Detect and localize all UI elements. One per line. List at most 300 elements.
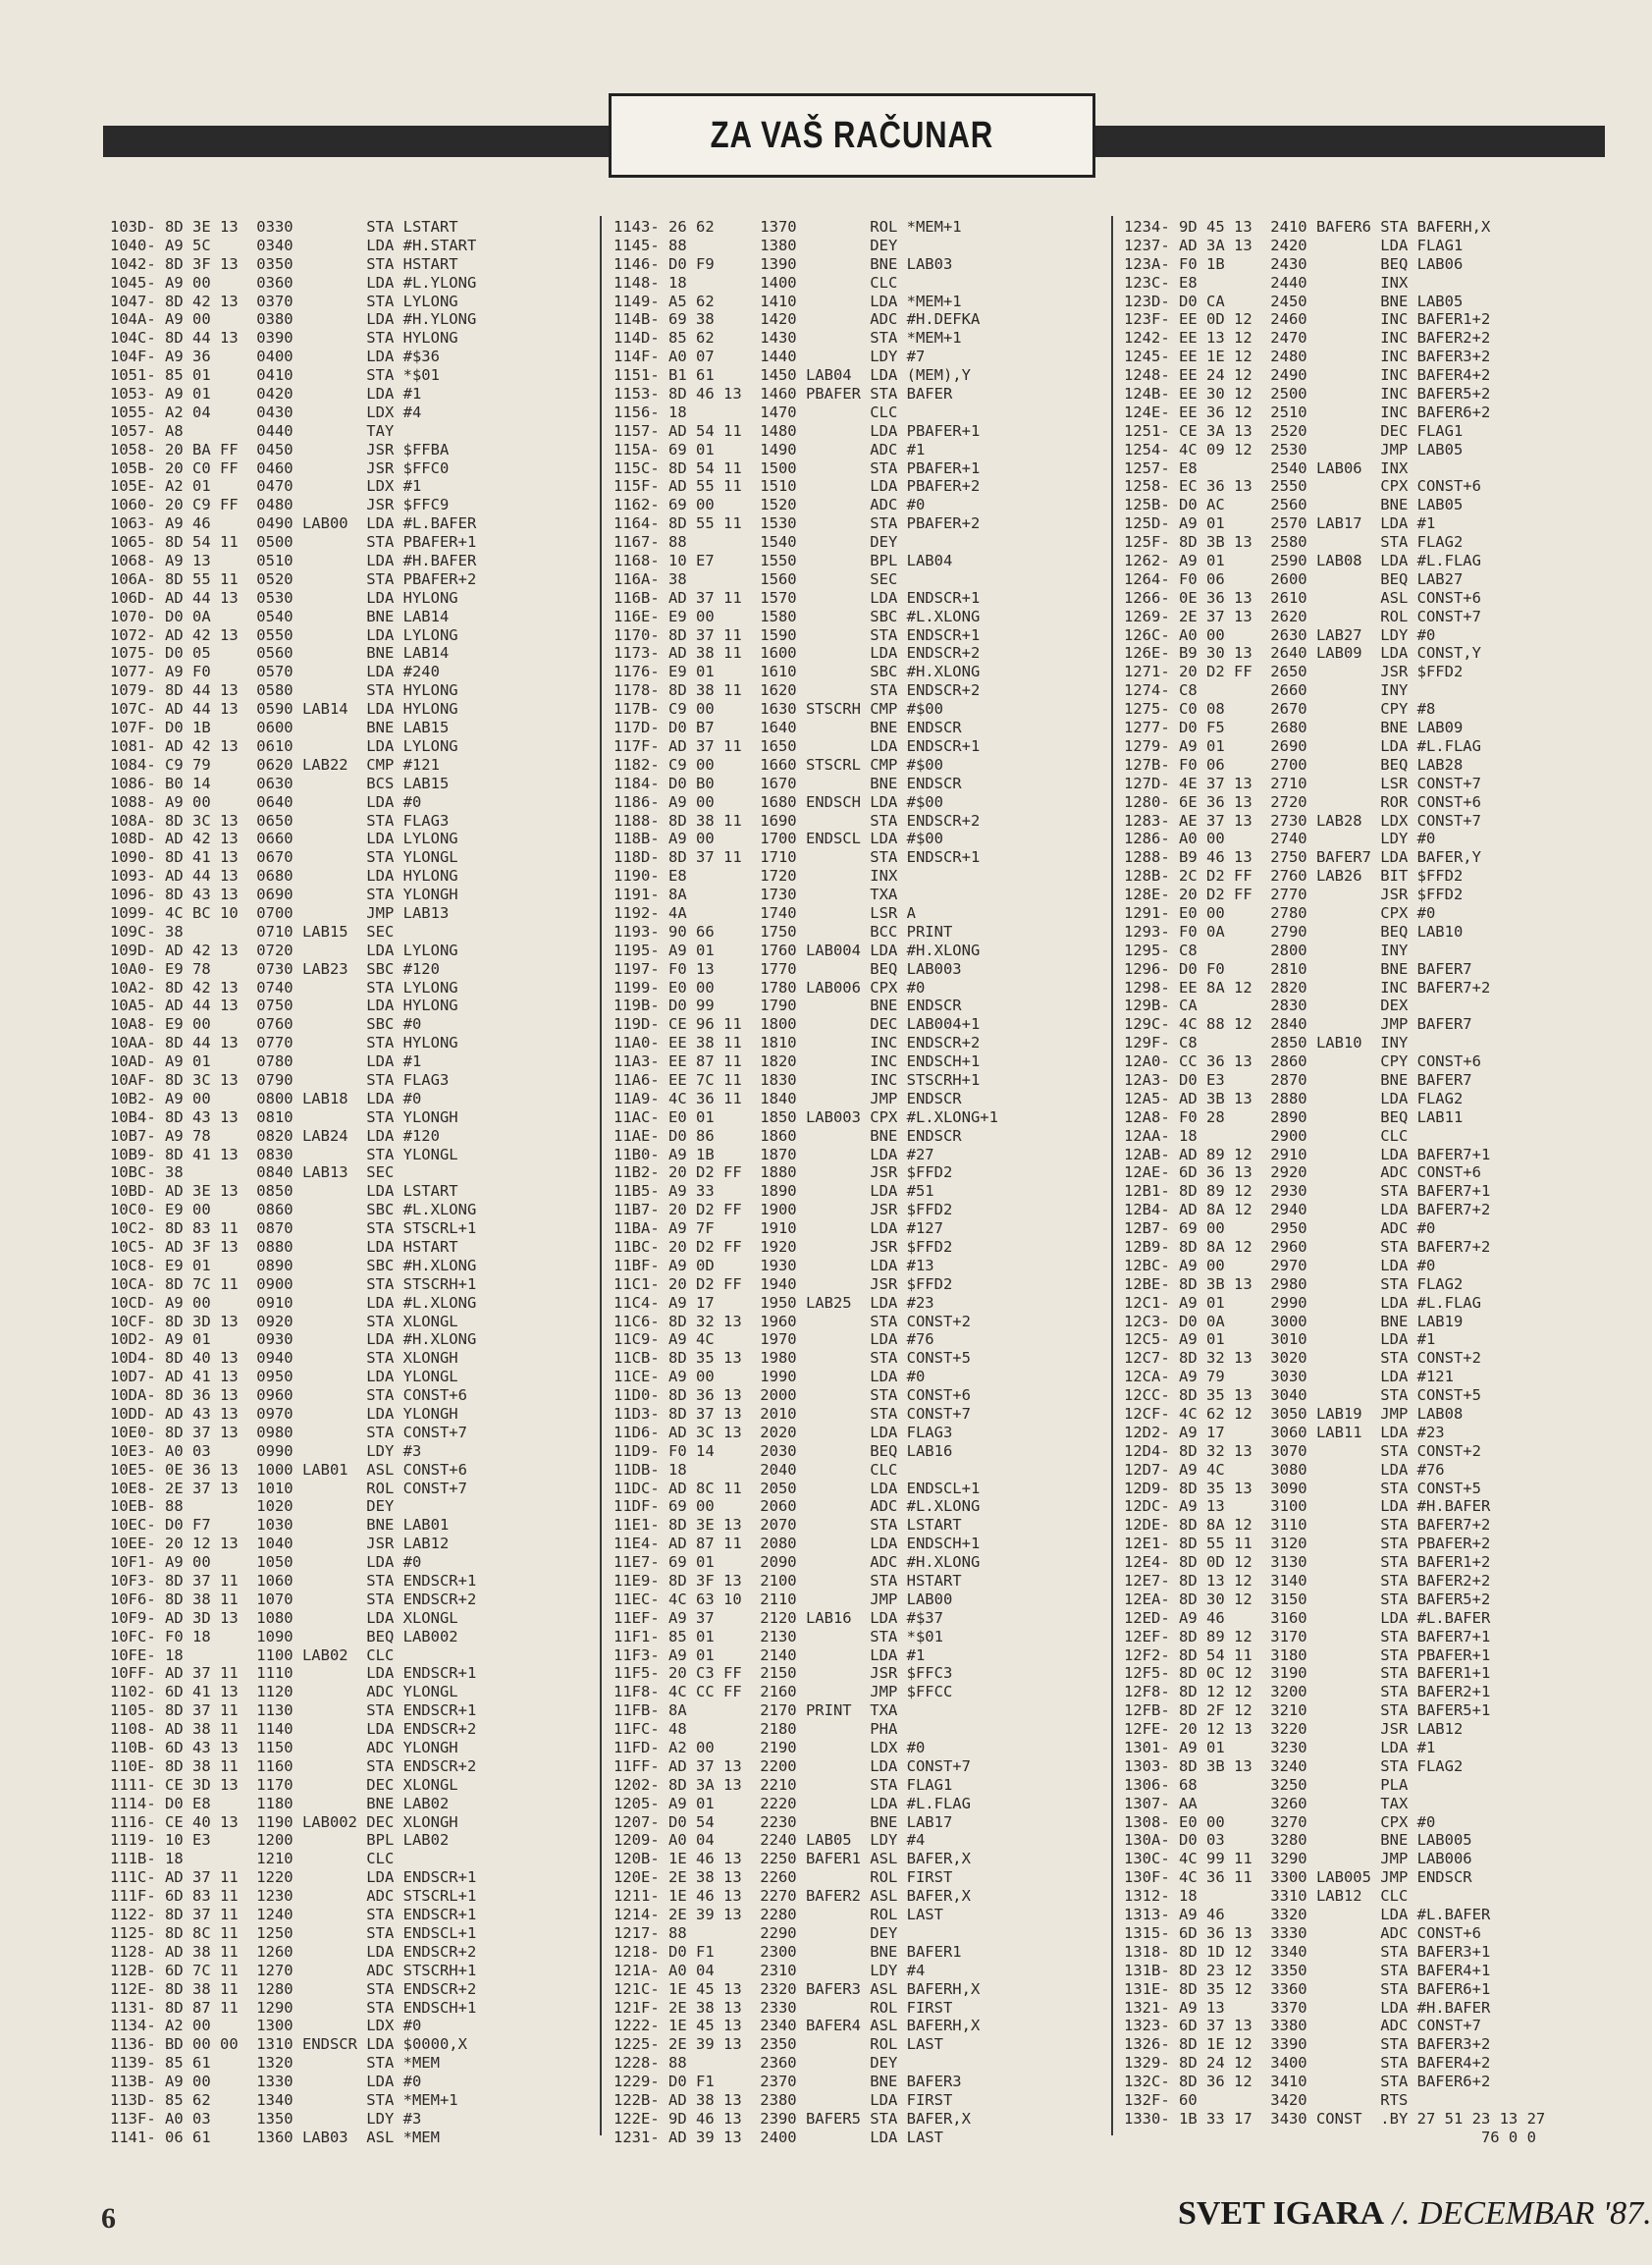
code-line: 1099- 4C BC 10 0700 JMP LAB13 bbox=[110, 903, 450, 922]
code-line: 116A- 38 1560 SEC bbox=[613, 569, 898, 588]
code-line: 119B- D0 99 1790 BNE ENDSCR bbox=[613, 997, 962, 1015]
code-line: 1102- 6D 41 13 1120 ADC YLONGL bbox=[110, 1683, 458, 1701]
code-line: 118B- A9 00 1700 ENDSCL LDA #$00 bbox=[613, 830, 943, 848]
code-line: 10D7- AD 41 13 0950 LDA YLONGL bbox=[110, 1368, 458, 1386]
code-line: 12A3- D0 E3 2870 BNE BAFER7 bbox=[1124, 1070, 1472, 1089]
code-line: 1308- E0 00 3270 CPX #0 bbox=[1124, 1812, 1436, 1831]
code-line: 12C5- A9 01 3010 LDA #1 bbox=[1124, 1330, 1436, 1349]
code-line: 11A3- EE 87 11 1820 INC ENDSCH+1 bbox=[613, 1052, 981, 1071]
code-line: 10EE- 20 12 13 1040 JSR LAB12 bbox=[110, 1535, 450, 1553]
code-line: 1229- D0 F1 2370 BNE BAFER3 bbox=[613, 2073, 962, 2091]
code-line: 1040- A9 5C 0340 LDA #H.START bbox=[110, 236, 477, 254]
code-line: 12F8- 8D 12 12 3200 STA BAFER2+1 bbox=[1124, 1683, 1491, 1701]
code-line: 12DE- 8D 8A 12 3110 STA BAFER7+2 bbox=[1124, 1516, 1491, 1535]
code-line: 12AB- AD 89 12 2910 LDA BAFER7+1 bbox=[1124, 1145, 1491, 1163]
section-header bbox=[609, 93, 1095, 178]
code-line: 124E- EE 36 12 2510 INC BAFER6+2 bbox=[1124, 403, 1491, 421]
code-line: 11FF- AD 37 13 2200 LDA CONST+7 bbox=[613, 1756, 971, 1775]
section-title: ZA VAŠ RAČUNAR bbox=[710, 114, 994, 156]
code-line: 1228- 88 2360 DEY bbox=[613, 2054, 898, 2073]
code-line: 10FF- AD 37 11 1110 LDA ENDSCR+1 bbox=[110, 1664, 477, 1683]
code-line: 1045- A9 00 0360 LDA #L.YLONG bbox=[110, 273, 477, 292]
code-line: 106A- 8D 55 11 0520 STA PBAFER+2 bbox=[110, 569, 477, 588]
code-line: 1093- AD 44 13 0680 LDA HYLONG bbox=[110, 867, 458, 886]
code-line: 10B7- A9 78 0820 LAB24 LDA #120 bbox=[110, 1126, 440, 1145]
code-line: 1148- 18 1400 CLC bbox=[613, 273, 898, 292]
code-line: 11C6- 8D 32 13 1960 STA CONST+2 bbox=[613, 1312, 971, 1330]
code-line: 10F9- AD 3D 13 1080 LDA XLONGL bbox=[110, 1608, 458, 1627]
code-line: 1153- 8D 46 13 1460 PBAFER STA BAFER bbox=[613, 385, 953, 404]
code-line: 1321- A9 13 3370 LDA #H.BAFER bbox=[1124, 1998, 1491, 2017]
code-line: 121A- A0 04 2310 LDY #4 bbox=[613, 1961, 926, 1979]
code-line: 1209- A0 04 2240 LAB05 LDY #4 bbox=[613, 1831, 926, 1850]
code-line: 107F- D0 1B 0600 BNE LAB15 bbox=[110, 719, 450, 737]
code-line: 11DB- 18 2040 CLC bbox=[613, 1460, 898, 1479]
code-line: 11C1- 20 D2 FF 1940 JSR $FFD2 bbox=[613, 1274, 953, 1293]
code-line: 10D4- 8D 40 13 0940 STA XLONGH bbox=[110, 1349, 458, 1368]
code-line: 1326- 8D 1E 12 3390 STA BAFER3+2 bbox=[1124, 2035, 1491, 2054]
code-line: 1248- EE 24 12 2490 INC BAFER4+2 bbox=[1124, 366, 1491, 385]
code-line: 1191- 8A 1730 TXA bbox=[613, 886, 898, 904]
code-line: 116B- AD 37 11 1570 LDA ENDSCR+1 bbox=[613, 588, 981, 607]
code-line: 114D- 85 62 1430 STA *MEM+1 bbox=[613, 329, 962, 348]
code-line: 119D- CE 96 11 1800 DEC LAB004+1 bbox=[613, 1015, 981, 1034]
code-line: 1057- A8 0440 TAY bbox=[110, 421, 395, 440]
code-line: 1275- C0 08 2670 CPY #8 bbox=[1124, 700, 1436, 719]
code-line: 1070- D0 0A 0540 BNE LAB14 bbox=[110, 607, 450, 625]
code-line: 10CF- 8D 3D 13 0920 STA XLONGL bbox=[110, 1312, 458, 1330]
code-line: 11B0- A9 1B 1870 LDA #27 bbox=[613, 1145, 934, 1163]
code-line: 10BD- AD 3E 13 0850 LDA LSTART bbox=[110, 1182, 458, 1201]
code-line: 1157- AD 54 11 1480 LDA PBAFER+1 bbox=[613, 421, 981, 440]
code-line: 1105- 8D 37 11 1130 STA ENDSCR+1 bbox=[110, 1701, 477, 1720]
code-line: 10C2- 8D 83 11 0870 STA STSCRL+1 bbox=[110, 1219, 477, 1238]
code-line: 117D- D0 B7 1640 BNE ENDSCR bbox=[613, 719, 962, 737]
code-line: 1288- B9 46 13 2750 BAFER7 LDA BAFER,Y bbox=[1124, 848, 1481, 867]
code-line: 1245- EE 1E 12 2480 INC BAFER3+2 bbox=[1124, 348, 1491, 366]
code-line: 1225- 2E 39 13 2350 ROL LAST bbox=[613, 2035, 943, 2054]
code-line: 123A- F0 1B 2430 BEQ LAB06 bbox=[1124, 254, 1464, 273]
code-line: 132F- 60 3420 RTS bbox=[1124, 2090, 1409, 2109]
magazine-name: SVET IGARA bbox=[1178, 2195, 1385, 2232]
code-line: 1063- A9 46 0490 LAB00 LDA #L.BAFER bbox=[110, 514, 477, 533]
code-line: 1182- C9 00 1660 STSCRL CMP #$00 bbox=[613, 755, 943, 774]
code-line: 1199- E0 00 1780 LAB006 CPX #0 bbox=[613, 978, 926, 997]
code-line: 11E7- 69 01 2090 ADC #H.XLONG bbox=[613, 1553, 981, 1572]
code-line: 11F8- 4C CC FF 2160 JMP $FFCC bbox=[613, 1683, 953, 1701]
code-line: 1168- 10 E7 1550 BPL LAB04 bbox=[613, 552, 953, 570]
code-line: 10EB- 88 1020 DEY bbox=[110, 1497, 395, 1516]
code-line: 123D- D0 CA 2450 BNE LAB05 bbox=[1124, 292, 1464, 310]
code-line: 1086- B0 14 0630 BCS LAB15 bbox=[110, 774, 450, 792]
code-line: 128E- 20 D2 FF 2770 JSR $FFD2 bbox=[1124, 886, 1464, 904]
code-line: 1139- 85 61 1320 STA *MEM bbox=[110, 2054, 440, 2073]
code-line: 1156- 18 1470 CLC bbox=[613, 403, 898, 421]
code-line: 11FC- 48 2180 PHA bbox=[613, 1720, 898, 1739]
listing-column-1 bbox=[110, 218, 588, 2146]
code-line: 123C- E8 2440 INX bbox=[1124, 273, 1409, 292]
code-line: 1195- A9 01 1760 LAB004 LDA #H.XLONG bbox=[613, 941, 981, 959]
code-line: 10FE- 18 1100 LAB02 CLC bbox=[110, 1645, 395, 1664]
code-line: 1108- AD 38 11 1140 LDA ENDSCR+2 bbox=[110, 1720, 477, 1739]
code-line: 1111- CE 3D 13 1170 DEC XLONGL bbox=[110, 1775, 458, 1794]
code-line: 109C- 38 0710 LAB15 SEC bbox=[110, 922, 395, 941]
code-line: 10E0- 8D 37 13 0980 STA CONST+7 bbox=[110, 1423, 467, 1441]
code-line: 11E4- AD 87 11 2080 LDA ENDSCH+1 bbox=[613, 1535, 981, 1553]
code-line: 111C- AD 37 11 1220 LDA ENDSCR+1 bbox=[110, 1868, 477, 1887]
code-line: 1262- A9 01 2590 LAB08 LDA #L.FLAG bbox=[1124, 552, 1481, 570]
code-line: 10CA- 8D 7C 11 0900 STA STSCRH+1 bbox=[110, 1274, 477, 1293]
code-line: 120B- 1E 46 13 2250 BAFER1 ASL BAFER,X bbox=[613, 1850, 971, 1868]
column-divider bbox=[1111, 216, 1113, 2135]
code-line: 126E- B9 30 13 2640 LAB09 LDA CONST,Y bbox=[1124, 644, 1481, 663]
code-line: 1205- A9 01 2220 LDA #L.FLAG bbox=[613, 1794, 971, 1812]
code-line: 1277- D0 F5 2680 BNE LAB09 bbox=[1124, 719, 1464, 737]
code-line: 1330- 1B 33 17 3430 CONST .BY 27 51 23 13 27 bbox=[1124, 2109, 1546, 2128]
code-line: 11CB- 8D 35 13 1980 STA CONST+5 bbox=[613, 1349, 971, 1368]
code-line: 10B4- 8D 43 13 0810 STA YLONGH bbox=[110, 1107, 458, 1126]
code-line: 11F1- 85 01 2130 STA *$01 bbox=[613, 1627, 943, 1645]
code-line: 132C- 8D 36 12 3410 STA BAFER6+2 bbox=[1124, 2073, 1491, 2091]
code-line: 1264- F0 06 2600 BEQ LAB27 bbox=[1124, 569, 1464, 588]
code-line: 10C5- AD 3F 13 0880 LDA HSTART bbox=[110, 1237, 458, 1256]
code-line: 116E- E9 00 1580 SBC #L.XLONG bbox=[613, 607, 981, 625]
code-line: 121F- 2E 38 13 2330 ROL FIRST bbox=[613, 1998, 953, 2017]
code-line: 10FC- F0 18 1090 BEQ LAB002 bbox=[110, 1627, 458, 1645]
code-line: 1084- C9 79 0620 LAB22 CMP #121 bbox=[110, 755, 440, 774]
code-line: 107C- AD 44 13 0590 LAB14 LDA HYLONG bbox=[110, 700, 458, 719]
code-line: 1211- 1E 46 13 2270 BAFER2 ASL BAFER,X bbox=[613, 1887, 971, 1906]
code-line: 10AF- 8D 3C 13 0790 STA FLAG3 bbox=[110, 1070, 450, 1089]
code-line: 130A- D0 03 3280 BNE LAB005 bbox=[1124, 1831, 1472, 1850]
code-line: 11D9- F0 14 2030 BEQ LAB16 bbox=[613, 1441, 953, 1460]
code-line: 1136- BD 00 00 1310 ENDSCR LDA $0000,X bbox=[110, 2035, 467, 2054]
code-line: 10B9- 8D 41 13 0830 STA YLONGL bbox=[110, 1145, 458, 1163]
column-divider bbox=[600, 216, 602, 2135]
code-line: 130C- 4C 99 11 3290 JMP LAB006 bbox=[1124, 1850, 1472, 1868]
code-line: 105E- A2 01 0470 LDX #1 bbox=[110, 477, 422, 496]
code-line: 1323- 6D 37 13 3380 ADC CONST+7 bbox=[1124, 2017, 1481, 2035]
code-line: 1096- 8D 43 13 0690 STA YLONGH bbox=[110, 886, 458, 904]
code-line: 11A9- 4C 36 11 1840 JMP ENDSCR bbox=[613, 1089, 962, 1107]
code-line: 1188- 8D 38 11 1690 STA ENDSCR+2 bbox=[613, 811, 981, 830]
code-line: 11E9- 8D 3F 13 2100 STA HSTART bbox=[613, 1572, 962, 1591]
code-line: 11B2- 20 D2 FF 1880 JSR $FFD2 bbox=[613, 1163, 953, 1182]
code-line: 1077- A9 F0 0570 LDA #240 bbox=[110, 663, 440, 681]
code-line: 11AE- D0 86 1860 BNE ENDSCR bbox=[613, 1126, 962, 1145]
code-line: 128B- 2C D2 FF 2760 LAB26 BIT $FFD2 bbox=[1124, 867, 1464, 886]
code-line: 1254- 4C 09 12 2530 JMP LAB05 bbox=[1124, 440, 1464, 458]
code-line: 12B7- 69 00 2950 ADC #0 bbox=[1124, 1219, 1436, 1238]
code-line: 125D- A9 01 2570 LAB17 LDA #1 bbox=[1124, 514, 1436, 533]
code-line: 11A0- EE 38 11 1810 INC ENDSCR+2 bbox=[613, 1034, 981, 1052]
code-line: 12C7- 8D 32 13 3020 STA CONST+2 bbox=[1124, 1349, 1481, 1368]
code-line: 12E4- 8D 0D 12 3130 STA BAFER1+2 bbox=[1124, 1553, 1491, 1572]
code-line: 1280- 6E 36 13 2720 ROR CONST+6 bbox=[1124, 792, 1481, 811]
code-line: 12E7- 8D 13 12 3140 STA BAFER2+2 bbox=[1124, 1572, 1491, 1591]
magazine-footer bbox=[1178, 2195, 1652, 2233]
code-line: 131B- 8D 23 12 3350 STA BAFER4+1 bbox=[1124, 1961, 1491, 1979]
code-line: 12FE- 20 12 13 3220 JSR LAB12 bbox=[1124, 1720, 1464, 1739]
code-line: 1237- AD 3A 13 2420 LDA FLAG1 bbox=[1124, 236, 1464, 254]
code-line: 1306- 68 3250 PLA bbox=[1124, 1775, 1409, 1794]
code-line: 1286- A0 00 2740 LDY #0 bbox=[1124, 830, 1436, 848]
code-line: 1134- A2 00 1300 LDX #0 bbox=[110, 2017, 422, 2035]
code-line: 10B2- A9 00 0800 LAB18 LDA #0 bbox=[110, 1089, 422, 1107]
listing-column-3 bbox=[1124, 218, 1600, 2146]
code-line: 1217- 88 2290 DEY bbox=[613, 1923, 898, 1942]
code-line: 12CF- 4C 62 12 3050 LAB19 JMP LAB08 bbox=[1124, 1405, 1464, 1423]
code-line: 124B- EE 30 12 2500 INC BAFER5+2 bbox=[1124, 385, 1491, 404]
code-line: 1218- D0 F1 2300 BNE BAFER1 bbox=[613, 1942, 962, 1961]
code-line: 1060- 20 C9 FF 0480 JSR $FFC9 bbox=[110, 496, 450, 514]
code-line: 1279- A9 01 2690 LDA #L.FLAG bbox=[1124, 736, 1481, 755]
code-line: 11D6- AD 3C 13 2020 LDA FLAG3 bbox=[613, 1423, 953, 1441]
code-line: 1313- A9 46 3320 LDA #L.BAFER bbox=[1124, 1906, 1491, 1924]
code-line: 1141- 06 61 1360 LAB03 ASL *MEM bbox=[110, 2128, 440, 2146]
code-line: 11C4- A9 17 1950 LAB25 LDA #23 bbox=[613, 1293, 934, 1312]
code-line: 111B- 18 1210 CLC bbox=[110, 1850, 395, 1868]
code-line: 11FD- A2 00 2190 LDX #0 bbox=[613, 1739, 926, 1757]
code-line: 1128- AD 38 11 1260 LDA ENDSCR+2 bbox=[110, 1942, 477, 1961]
code-line: 1145- 88 1380 DEY bbox=[613, 236, 898, 254]
code-line: 1114- D0 E8 1180 BNE LAB02 bbox=[110, 1794, 450, 1812]
code-line: 1296- D0 F0 2810 BNE BAFER7 bbox=[1124, 959, 1472, 978]
code-line: 1116- CE 40 13 1190 LAB002 DEC XLONGH bbox=[110, 1812, 458, 1831]
code-line: 1192- 4A 1740 LSR A bbox=[613, 903, 916, 922]
code-line: 1058- 20 BA FF 0450 JSR $FFBA bbox=[110, 440, 450, 458]
code-line: 115F- AD 55 11 1510 LDA PBAFER+2 bbox=[613, 477, 981, 496]
code-line: 10F6- 8D 38 11 1070 STA ENDSCR+2 bbox=[110, 1590, 477, 1608]
code-line: 114F- A0 07 1440 LDY #7 bbox=[613, 348, 926, 366]
code-line: 1298- EE 8A 12 2820 INC BAFER7+2 bbox=[1124, 978, 1491, 997]
code-line: 12AA- 18 2900 CLC bbox=[1124, 1126, 1409, 1145]
footer-separator: /. bbox=[1392, 2195, 1411, 2232]
code-line: 1051- 85 01 0410 STA *$01 bbox=[110, 366, 440, 385]
code-line: 127D- 4E 37 13 2710 LSR CONST+7 bbox=[1124, 774, 1481, 792]
code-line: 1242- EE 13 12 2470 INC BAFER2+2 bbox=[1124, 329, 1491, 348]
code-line: 104C- 8D 44 13 0390 STA HYLONG bbox=[110, 329, 458, 348]
code-line: 113B- A9 00 1330 LDA #0 bbox=[110, 2073, 422, 2091]
code-line: 1173- AD 38 11 1600 LDA ENDSCR+2 bbox=[613, 644, 981, 663]
code-line: 11D0- 8D 36 13 2000 STA CONST+6 bbox=[613, 1386, 971, 1405]
code-line: 122E- 9D 46 13 2390 BAFER5 STA BAFER,X bbox=[613, 2109, 971, 2128]
code-line: 109D- AD 42 13 0720 LDA LYLONG bbox=[110, 941, 458, 959]
code-line: 1312- 18 3310 LAB12 CLC bbox=[1124, 1887, 1409, 1906]
code-line: 1090- 8D 41 13 0670 STA YLONGL bbox=[110, 848, 458, 867]
code-line: 1291- E0 00 2780 CPX #0 bbox=[1124, 903, 1436, 922]
code-line: 121C- 1E 45 13 2320 BAFER3 ASL BAFERH,X bbox=[613, 1979, 981, 1998]
code-line: 11DF- 69 00 2060 ADC #L.XLONG bbox=[613, 1497, 981, 1516]
code-line: 1318- 8D 1D 12 3340 STA BAFER3+1 bbox=[1124, 1942, 1491, 1961]
code-line: 111F- 6D 83 11 1230 ADC STSCRL+1 bbox=[110, 1887, 477, 1906]
code-line: 130F- 4C 36 11 3300 LAB005 JMP ENDSCR bbox=[1124, 1868, 1472, 1887]
code-line: 10BC- 38 0840 LAB13 SEC bbox=[110, 1163, 395, 1182]
code-line: 104F- A9 36 0400 LDA #$36 bbox=[110, 348, 440, 366]
code-line: 11BA- A9 7F 1910 LDA #127 bbox=[613, 1219, 943, 1238]
code-line: 1197- F0 13 1770 BEQ LAB003 bbox=[613, 959, 962, 978]
code-line: 11EC- 4C 63 10 2110 JMP LAB00 bbox=[613, 1590, 953, 1608]
code-line: 1202- 8D 3A 13 2210 STA FLAG1 bbox=[613, 1775, 953, 1794]
code-line: 1251- CE 3A 13 2520 DEC FLAG1 bbox=[1124, 421, 1464, 440]
code-line: 122B- AD 38 13 2380 LDA FIRST bbox=[613, 2090, 953, 2109]
code-line: 11EF- A9 37 2120 LAB16 LDA #$37 bbox=[613, 1608, 943, 1627]
code-line: 129F- C8 2850 LAB10 INY bbox=[1124, 1034, 1409, 1052]
code-line: 1162- 69 00 1520 ADC #0 bbox=[613, 496, 926, 514]
code-line: 114B- 69 38 1420 ADC #H.DEFKA bbox=[613, 310, 981, 329]
code-line: 1214- 2E 39 13 2280 ROL LAST bbox=[613, 1906, 943, 1924]
code-line: 10F3- 8D 37 11 1060 STA ENDSCR+1 bbox=[110, 1572, 477, 1591]
code-line: 11BC- 20 D2 FF 1920 JSR $FFD2 bbox=[613, 1237, 953, 1256]
code-line: 12DC- A9 13 3100 LDA #H.BAFER bbox=[1124, 1497, 1491, 1516]
code-line: 1269- 2E 37 13 2620 ROL CONST+7 bbox=[1124, 607, 1481, 625]
code-line: 12E1- 8D 55 11 3120 STA PBAFER+2 bbox=[1124, 1535, 1491, 1553]
code-line: 1222- 1E 45 13 2340 BAFER4 ASL BAFERH,X bbox=[613, 2017, 981, 2035]
code-line: 11F5- 20 C3 FF 2150 JSR $FFC3 bbox=[613, 1664, 953, 1683]
code-line: 12F2- 8D 54 11 3180 STA PBAFER+1 bbox=[1124, 1645, 1491, 1664]
code-line: 1053- A9 01 0420 LDA #1 bbox=[110, 385, 422, 404]
code-line: 10A2- 8D 42 13 0740 STA LYLONG bbox=[110, 978, 458, 997]
code-line: 12FB- 8D 2F 12 3210 STA BAFER5+1 bbox=[1124, 1701, 1491, 1720]
code-line: 131E- 8D 35 12 3360 STA BAFER6+1 bbox=[1124, 1979, 1491, 1998]
code-line: 1231- AD 39 13 2400 LDA LAST bbox=[613, 2128, 943, 2146]
code-line: 112B- 6D 7C 11 1270 ADC STSCRH+1 bbox=[110, 1961, 477, 1979]
code-line: 1072- AD 42 13 0550 LDA LYLONG bbox=[110, 625, 458, 644]
code-line: 110E- 8D 38 11 1160 STA ENDSCR+2 bbox=[110, 1756, 477, 1775]
code-line: 12CA- A9 79 3030 LDA #121 bbox=[1124, 1368, 1454, 1386]
code-line: 10C0- E9 00 0860 SBC #L.XLONG bbox=[110, 1201, 477, 1219]
code-line: 76 0 0 bbox=[1124, 2128, 1536, 2146]
code-line: 117B- C9 00 1630 STSCRH CMP #$00 bbox=[613, 700, 943, 719]
code-line: 10CD- A9 00 0910 LDA #L.XLONG bbox=[110, 1293, 477, 1312]
code-line: 105B- 20 C0 FF 0460 JSR $FFC0 bbox=[110, 458, 450, 477]
code-line: 1122- 8D 37 11 1240 STA ENDSCR+1 bbox=[110, 1906, 477, 1924]
code-line: 126C- A0 00 2630 LAB27 LDY #0 bbox=[1124, 625, 1436, 644]
code-line: 1266- 0E 36 13 2610 ASL CONST+6 bbox=[1124, 588, 1481, 607]
code-line: 12D9- 8D 35 13 3090 STA CONST+5 bbox=[1124, 1479, 1481, 1497]
code-line: 11AC- E0 01 1850 LAB003 CPX #L.XLONG+1 bbox=[613, 1107, 998, 1126]
code-line: 129C- 4C 88 12 2840 JMP BAFER7 bbox=[1124, 1015, 1472, 1034]
code-line: 103D- 8D 3E 13 0330 STA LSTART bbox=[110, 218, 458, 236]
code-line: 10AA- 8D 44 13 0770 STA HYLONG bbox=[110, 1034, 458, 1052]
code-line: 11F3- A9 01 2140 LDA #1 bbox=[613, 1645, 926, 1664]
code-line: 12F5- 8D 0C 12 3190 STA BAFER1+1 bbox=[1124, 1664, 1491, 1683]
code-line: 12C1- A9 01 2990 LDA #L.FLAG bbox=[1124, 1293, 1481, 1312]
code-line: 12D7- A9 4C 3080 LDA #76 bbox=[1124, 1460, 1445, 1479]
code-line: 11CE- A9 00 1990 LDA #0 bbox=[613, 1368, 926, 1386]
code-line: 10A5- AD 44 13 0750 LDA HYLONG bbox=[110, 997, 458, 1015]
code-line: 1068- A9 13 0510 LDA #H.BAFER bbox=[110, 552, 477, 570]
code-line: 1193- 90 66 1750 BCC PRINT bbox=[613, 922, 953, 941]
code-line: 1055- A2 04 0430 LDX #4 bbox=[110, 403, 422, 421]
code-line: 125B- D0 AC 2560 BNE LAB05 bbox=[1124, 496, 1464, 514]
code-line: 1234- 9D 45 13 2410 BAFER6 STA BAFERH,X bbox=[1124, 218, 1491, 236]
code-line: 1167- 88 1540 DEY bbox=[613, 533, 898, 552]
code-line: 125F- 8D 3B 13 2580 STA FLAG2 bbox=[1124, 533, 1464, 552]
code-line: 12EA- 8D 30 12 3150 STA BAFER5+2 bbox=[1124, 1590, 1491, 1608]
code-line: 1125- 8D 8C 11 1250 STA ENDSCL+1 bbox=[110, 1923, 477, 1942]
page-number: 6 bbox=[101, 2202, 116, 2235]
code-line: 1042- 8D 3F 13 0350 STA HSTART bbox=[110, 254, 458, 273]
code-line: 11DC- AD 8C 11 2050 LDA ENDSCL+1 bbox=[613, 1479, 981, 1497]
code-line: 1065- 8D 54 11 0500 STA PBAFER+1 bbox=[110, 533, 477, 552]
code-line: 127B- F0 06 2700 BEQ LAB28 bbox=[1124, 755, 1464, 774]
code-line: 1170- 8D 37 11 1590 STA ENDSCR+1 bbox=[613, 625, 981, 644]
code-line: 12BC- A9 00 2970 LDA #0 bbox=[1124, 1256, 1436, 1274]
code-line: 1184- D0 B0 1670 BNE ENDSCR bbox=[613, 774, 962, 792]
code-line: 10DD- AD 43 13 0970 LDA YLONGH bbox=[110, 1405, 458, 1423]
code-line: 12ED- A9 46 3160 LDA #L.BAFER bbox=[1124, 1608, 1491, 1627]
code-line: 10A0- E9 78 0730 LAB23 SBC #120 bbox=[110, 959, 440, 978]
code-line: 118D- 8D 37 11 1710 STA ENDSCR+1 bbox=[613, 848, 981, 867]
code-line: 1079- 8D 44 13 0580 STA HYLONG bbox=[110, 681, 458, 700]
code-line: 117F- AD 37 11 1650 LDA ENDSCR+1 bbox=[613, 736, 981, 755]
code-line: 11E1- 8D 3E 13 2070 STA LSTART bbox=[613, 1516, 962, 1535]
code-line: 1146- D0 F9 1390 BNE LAB03 bbox=[613, 254, 953, 273]
code-line: 10AD- A9 01 0780 LDA #1 bbox=[110, 1052, 422, 1071]
code-line: 12D4- 8D 32 13 3070 STA CONST+2 bbox=[1124, 1441, 1481, 1460]
code-line: 12C3- D0 0A 3000 BNE LAB19 bbox=[1124, 1312, 1464, 1330]
code-line: 112E- 8D 38 11 1280 STA ENDSCR+2 bbox=[110, 1979, 477, 1998]
code-line: 1186- A9 00 1680 ENDSCH LDA #$00 bbox=[613, 792, 943, 811]
code-line: 1307- AA 3260 TAX bbox=[1124, 1794, 1409, 1812]
code-line: 10EC- D0 F7 1030 BNE LAB01 bbox=[110, 1516, 450, 1535]
code-line: 12A5- AD 3B 13 2880 LDA FLAG2 bbox=[1124, 1089, 1464, 1107]
code-line: 1207- D0 54 2230 BNE LAB17 bbox=[613, 1812, 953, 1831]
code-line: 1149- A5 62 1410 LDA *MEM+1 bbox=[613, 292, 962, 310]
code-line: 108A- 8D 3C 13 0650 STA FLAG3 bbox=[110, 811, 450, 830]
code-line: 12D2- A9 17 3060 LAB11 LDA #23 bbox=[1124, 1423, 1445, 1441]
code-line: 11BF- A9 0D 1930 LDA #13 bbox=[613, 1256, 934, 1274]
code-line: 104A- A9 00 0380 LDA #H.YLONG bbox=[110, 310, 477, 329]
code-line: 1303- 8D 3B 13 3240 STA FLAG2 bbox=[1124, 1756, 1464, 1775]
code-line: 12A0- CC 36 13 2860 CPY CONST+6 bbox=[1124, 1052, 1481, 1071]
code-line: 11A6- EE 7C 11 1830 INC STSCRH+1 bbox=[613, 1070, 981, 1089]
listing-column-2 bbox=[613, 218, 1101, 2146]
code-line: 108D- AD 42 13 0660 LDA LYLONG bbox=[110, 830, 458, 848]
code-line: 1315- 6D 36 13 3330 ADC CONST+6 bbox=[1124, 1923, 1481, 1942]
code-line: 12AE- 6D 36 13 2920 ADC CONST+6 bbox=[1124, 1163, 1481, 1182]
code-line: 106D- AD 44 13 0530 LDA HYLONG bbox=[110, 588, 458, 607]
code-line: 11D3- 8D 37 13 2010 STA CONST+7 bbox=[613, 1405, 971, 1423]
code-line: 1081- AD 42 13 0610 LDA LYLONG bbox=[110, 736, 458, 755]
code-line: 12A8- F0 28 2890 BEQ LAB11 bbox=[1124, 1107, 1464, 1126]
code-line: 10C8- E9 01 0890 SBC #H.XLONG bbox=[110, 1256, 477, 1274]
code-line: 1178- 8D 38 11 1620 STA ENDSCR+2 bbox=[613, 681, 981, 700]
code-line: 11B7- 20 D2 FF 1900 JSR $FFD2 bbox=[613, 1201, 953, 1219]
code-line: 1047- 8D 42 13 0370 STA LYLONG bbox=[110, 292, 458, 310]
code-line: 10A8- E9 00 0760 SBC #0 bbox=[110, 1015, 422, 1034]
code-line: 1088- A9 00 0640 LDA #0 bbox=[110, 792, 422, 811]
code-line: 1274- C8 2660 INY bbox=[1124, 681, 1409, 700]
magazine-issue: DECEMBAR '87. bbox=[1418, 2195, 1652, 2232]
code-line: 12B9- 8D 8A 12 2960 STA BAFER7+2 bbox=[1124, 1237, 1491, 1256]
code-line: 1164- 8D 55 11 1530 STA PBAFER+2 bbox=[613, 514, 981, 533]
code-line: 11FB- 8A 2170 PRINT TXA bbox=[613, 1701, 898, 1720]
code-line: 115C- 8D 54 11 1500 STA PBAFER+1 bbox=[613, 458, 981, 477]
code-line: 10E3- A0 03 0990 LDY #3 bbox=[110, 1441, 422, 1460]
code-line: 1143- 26 62 1370 ROL *MEM+1 bbox=[613, 218, 962, 236]
code-line: 10E8- 2E 37 13 1010 ROL CONST+7 bbox=[110, 1479, 467, 1497]
code-line: 1301- A9 01 3230 LDA #1 bbox=[1124, 1739, 1436, 1757]
code-line: 1176- E9 01 1610 SBC #H.XLONG bbox=[613, 663, 981, 681]
code-line: 1075- D0 05 0560 BNE LAB14 bbox=[110, 644, 450, 663]
code-line: 12BE- 8D 3B 13 2980 STA FLAG2 bbox=[1124, 1274, 1464, 1293]
code-line: 123F- EE 0D 12 2460 INC BAFER1+2 bbox=[1124, 310, 1491, 329]
code-line: 1271- 20 D2 FF 2650 JSR $FFD2 bbox=[1124, 663, 1464, 681]
code-line: 1283- AE 37 13 2730 LAB28 LDX CONST+7 bbox=[1124, 811, 1481, 830]
code-line: 115A- 69 01 1490 ADC #1 bbox=[613, 440, 926, 458]
